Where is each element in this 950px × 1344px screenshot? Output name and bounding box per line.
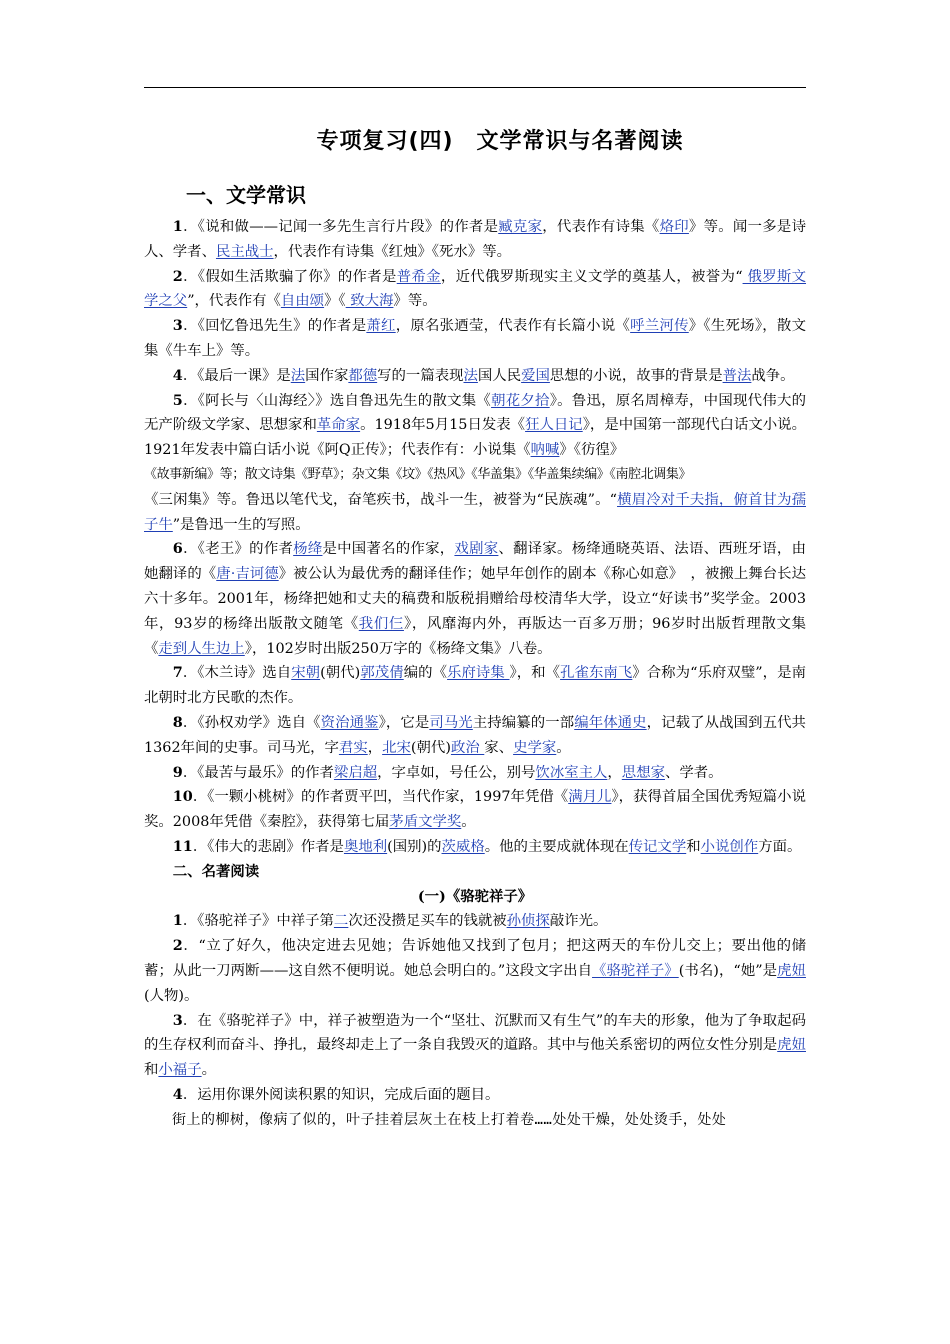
item-6: 6．《老王》的作者杨绛是中国著名的作家，戏剧家、翻译家。杨绛通晓英语、法语、西班牙语，由她翻译的《唐·吉诃德》被公认为最优秀的翻译佳作；她早年创作的剧本《称心如意》 ，被搬上舞台长达六十多年。2001年，杨绛把她和丈夫的稿费和版税捐赠给母校清华大学，设立“好读书”奖学金。2003年，93岁的杨绛出版散文随笔《我们仨》，风靡海内外，再版达一百多万册；96岁时出版哲理散文集《走到人生边上》，102岁时出版250万字的《杨绛文集》八卷。 bbox=[144, 540, 806, 657]
item-9: 9．《最苦与最乐》的作者梁启超，字卓如，号任公，别号饮冰室主人，思想家、学者。 bbox=[172, 763, 723, 781]
reading-excerpt: 街上的柳树，像病了似的，叶子挂着层灰土在枝上打着卷……处处干燥，处处烫手，处处 bbox=[172, 1111, 727, 1128]
reading-2: 2．“立了好久，他决定进去见她；告诉她他又找到了包月；把这两天的车份儿交上；要出他的储蓄；从此一刀两断——这自然不便明说。她总会明白的。”这段文字出自《骆驼祥子》(书名)，“她”是虎妞(人物)。 bbox=[144, 937, 806, 1004]
header-rule bbox=[144, 87, 806, 88]
item-4: 4．《最后一课》是法国作家都德写的一篇表现法国人民爱国思想的小说，故事的背景是普法战争。 bbox=[172, 366, 795, 384]
item-1: 1．《说和做——记闻一多先生言行片段》的作者是臧克家，代表作有诗集《烙印》等。闻一多是诗人、学者、民主战士，代表作有诗集《红烛》《死水》等。 bbox=[144, 218, 806, 260]
item-5-tail: 《三闲集》等。鲁迅以笔代戈，奋笔疾书，战斗一生，被誉为“民族魂”。“横眉冷对千夫指，俯首甘为孺子牛”是鲁迅一生的写照。 bbox=[144, 491, 806, 533]
item-5-continued: 《故事新编》等；散文诗集《野草》；杂文集《坟》《热风》《华盖集》《华盖集续编》《南腔北调集》 bbox=[144, 466, 692, 482]
reading-1: 1．《骆驼祥子》中祥子第二次还没攒足买车的钱就被孙侦探敲诈光。 bbox=[172, 912, 608, 930]
item-10: 10．《一颗小桃树》的作者贾平凹，当代作家，1997年凭借《满月儿》，获得首届全国优秀短篇小说奖。2008年凭借《秦腔》，获得第七届茅盾文学奖。 bbox=[144, 788, 806, 831]
item-3: 3．《回忆鲁迅先生》的作者是萧红，原名张迺莹，代表作有长篇小说《呼兰河传》《生死场》，散文集《牛车上》等。 bbox=[144, 317, 806, 359]
content-body bbox=[144, 215, 806, 1132]
item-11: 11．《伟大的悲剧》作者是奥地利(国别)的茨威格。他的主要成就体现在传记文学和小说创作方面。 bbox=[172, 837, 802, 855]
reading-3: 3．在《骆驼祥子》中，祥子被塑造为一个“坚壮、沉默而又有生气”的车夫的形象，他为了争取起码的生存权利而奋斗、挣扎，最终却走上了一条自我毁灭的道路。其中与他关系密切的两位女性分别是虎妞和小福子。 bbox=[144, 1011, 806, 1079]
item-7: 7．《木兰诗》选自宋朝(朝代)郭茂倩编的《乐府诗集 》，和《孔雀东南飞》合称为“乐府双璧”，是南北朝时北方民歌的杰作。 bbox=[144, 664, 806, 707]
page-title: 专项复习(四) 文学常识与名著阅读 bbox=[316, 129, 684, 154]
item-5: 5．《阿长与〈山海经〉》选自鲁迅先生的散文集《朝花夕拾》。鲁迅，原名周樟寿，中国现代伟大的无产阶级文学家、思想家和革命家。1918年5月15日发表《狂人日记》，是中国第一部现代白话文小说。1921年发表中篇白话小说《阿Q正传》；代表作有：小说集《呐喊》《彷徨》 bbox=[144, 391, 806, 459]
subsection-heading: (一)《骆驼祥子》 bbox=[417, 887, 533, 905]
item-2: 2．《假如生活欺骗了你》的作者是普希金，近代俄罗斯现实主义文学的奠基人，被誉为“ 俄罗斯文学之父”，代表作有《自由颂》《 致大海》等。 bbox=[144, 267, 807, 310]
section-1-heading: 一、文学常识 bbox=[186, 183, 306, 207]
section-2-heading: 二、名著阅读 bbox=[172, 863, 260, 880]
reading-4: 4．运用你课外阅读积累的知识，完成后面的题目。 bbox=[172, 1085, 500, 1103]
item-8: 8．《孙权劝学》选自《资治通鉴》，它是司马光主持编纂的一部编年体通史，记载了从战国到五代共1362年间的史事。司马光，字君实，北宋(朝代)政治 家、史学家。 bbox=[144, 713, 806, 756]
